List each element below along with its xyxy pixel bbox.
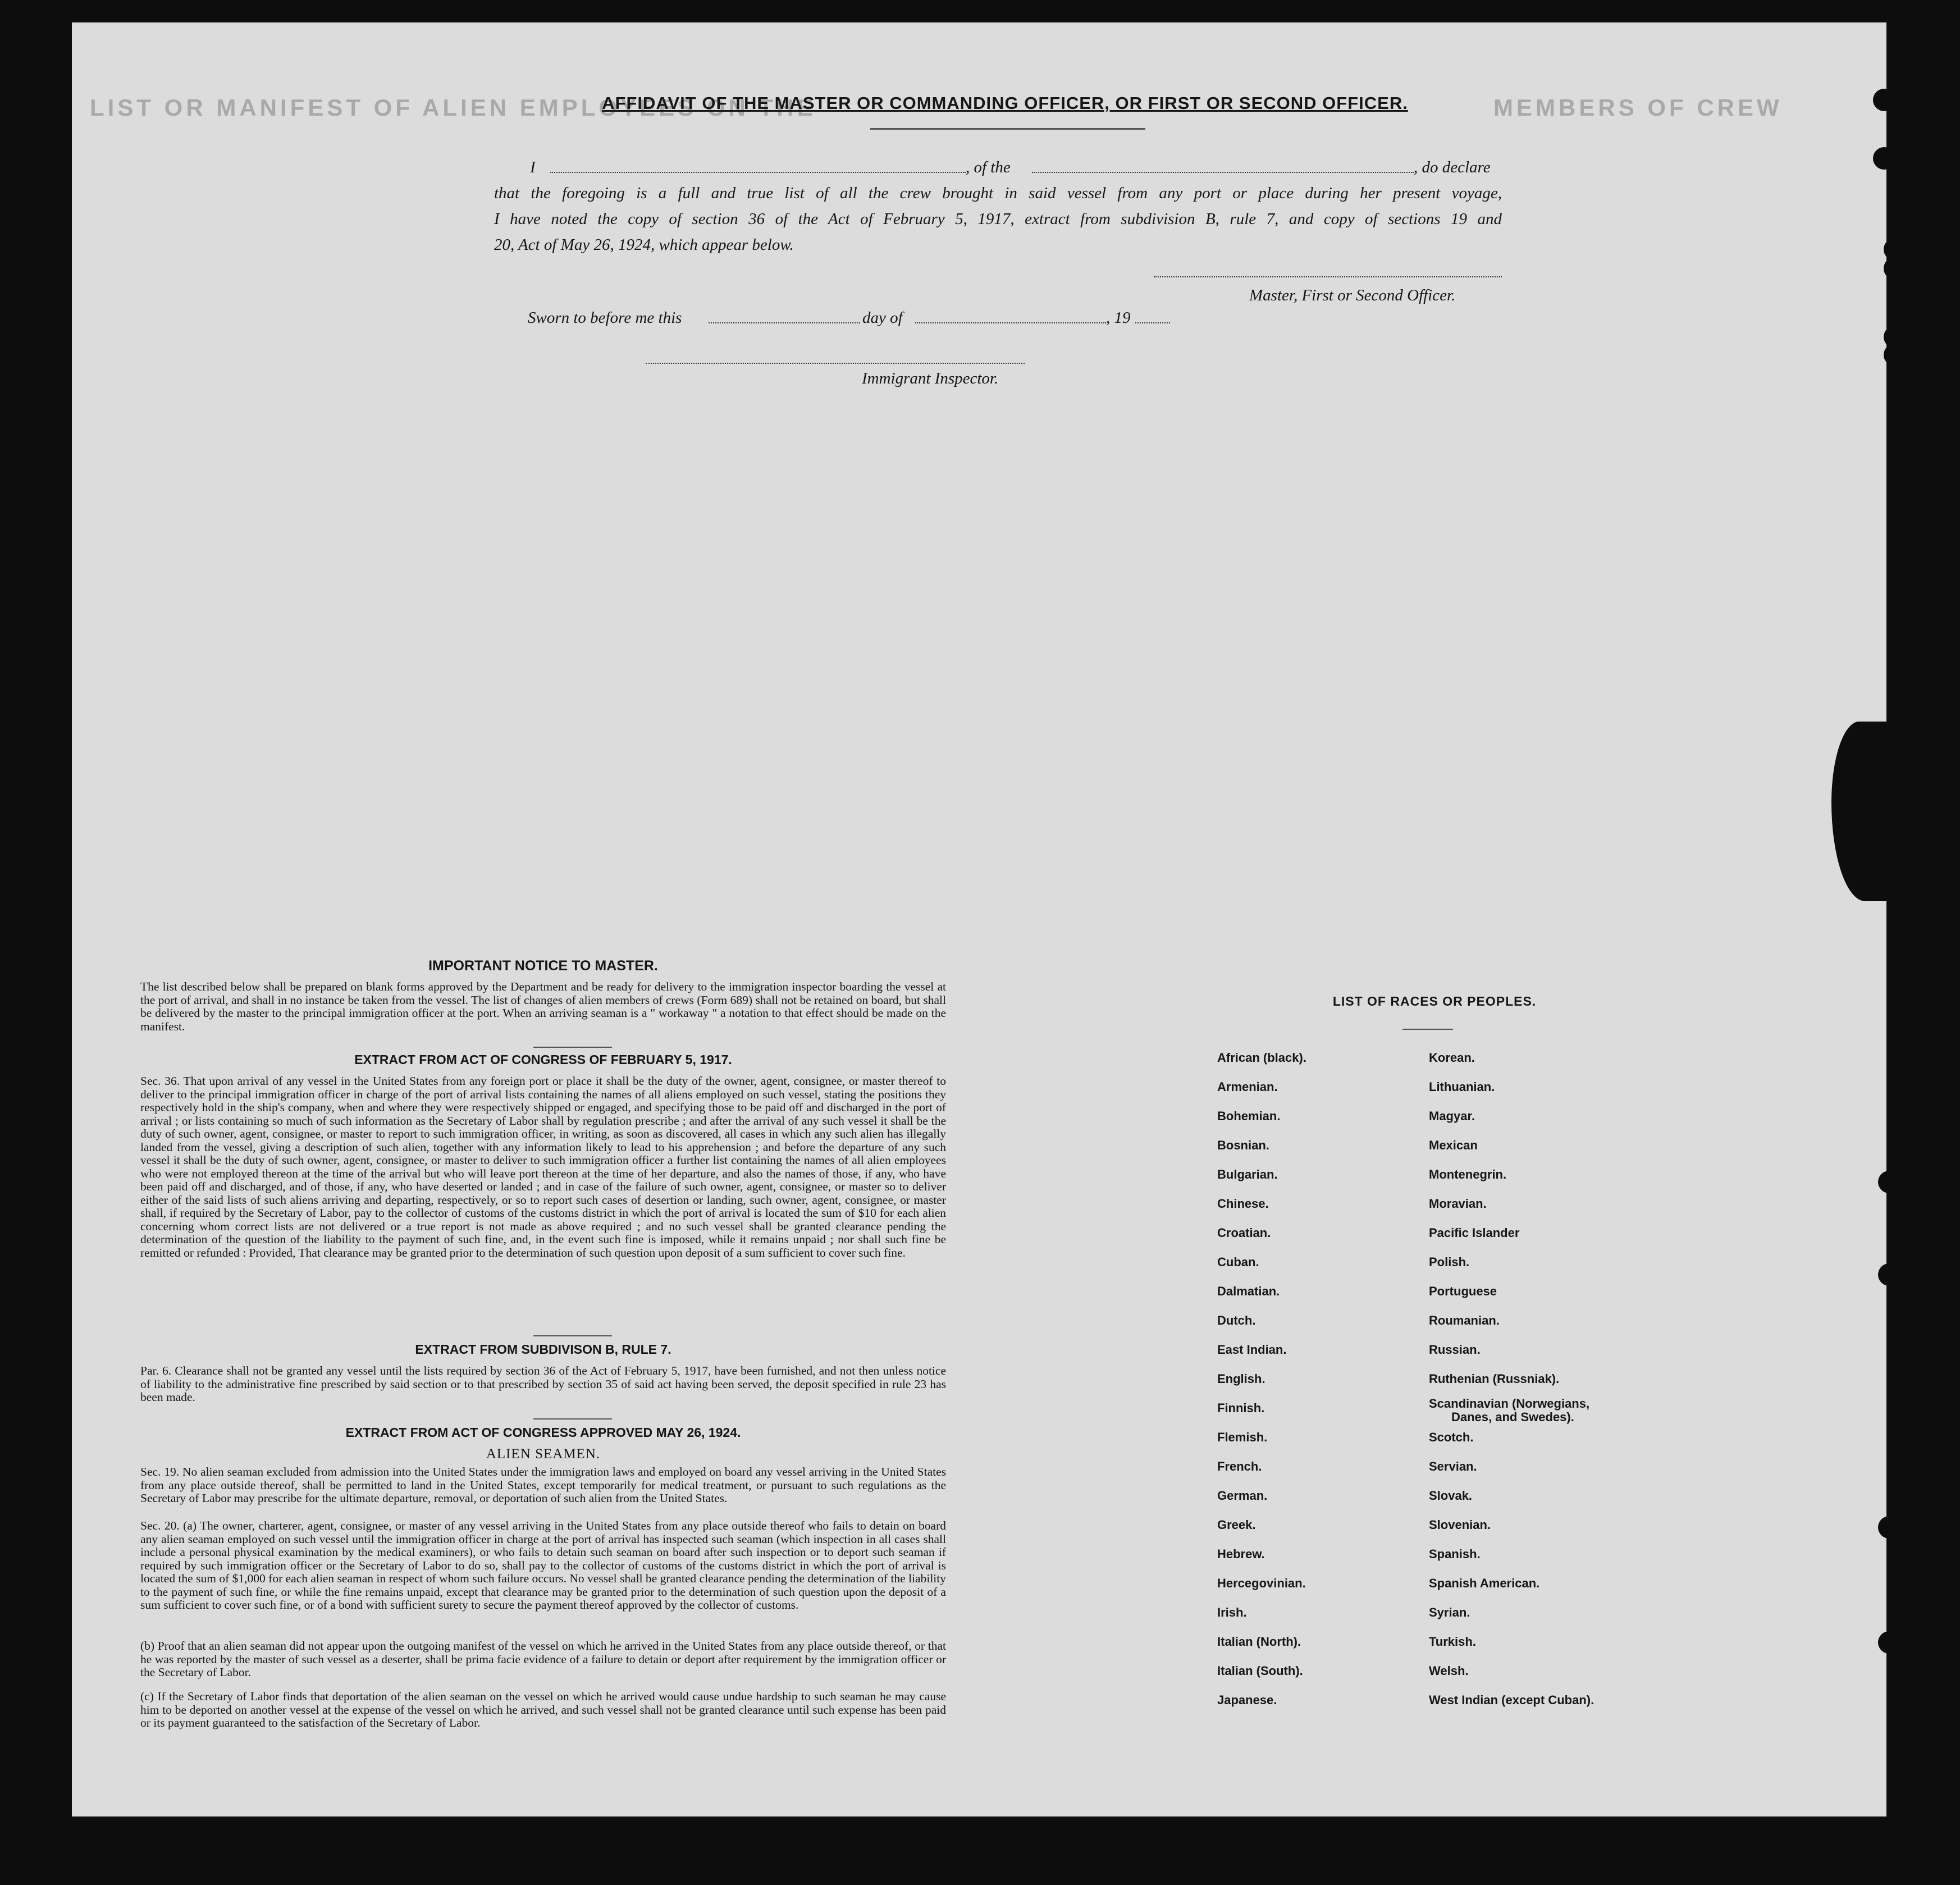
affidavit-line-4: 20, Act of May 26, 1924, which appear below. <box>494 236 794 254</box>
race-left-item: German. <box>1217 1489 1268 1503</box>
race-left-item: French. <box>1217 1459 1262 1473</box>
race-right-item: Turkish. <box>1429 1635 1476 1649</box>
title-rule <box>870 128 1145 130</box>
affidavit-title: AFFIDAVIT OF THE MASTER OR COMMANDING OFFICER, OR FIRST OR SECOND OFFICER. <box>602 93 1408 113</box>
race-left-item: Armenian. <box>1217 1080 1278 1094</box>
race-right-item: Mexican <box>1429 1138 1478 1152</box>
race-right-item: Portuguese <box>1429 1284 1497 1298</box>
sec20a-body: Sec. 20. (a) The owner, charterer, agent, consignee, or master of any vessel arriving in the United States from any place outside thereof who fails to detain on board any alien seaman employed on such vessel until the immigration officer in charge at the port of arrival has inspected such seaman (which inspection in all cases shall include a personal physical examination by the medical examiners), or who fails to detain such seaman on board after such inspection or to deport such seaman if required by such immigration officer or the Secretary of Labor to do so, shall pay to the collector of customs of the customs district in which the port of arrival is located the sum of $1,000 for each alien seaman in respect of whom such failure occurs. No vessel shall be granted clearance pending the determination of the liability to the payment of such fine, or while the fine remains unpaid, except that clearance may be granted prior to the determination of such question upon the deposit of a sum sufficient to cover such fine, or of a bond with sufficient surety to secure the payment thereof approved by the collector of customs. <box>140 1519 946 1612</box>
master-name-field[interactable] <box>550 172 966 173</box>
race-right-item: Russian. <box>1429 1343 1481 1357</box>
alien-seamen-subtitle: ALIEN SEAMEN. <box>486 1446 601 1462</box>
inspector-label: Immigrant Inspector. <box>862 369 999 387</box>
sworn-month-field[interactable] <box>915 322 1106 323</box>
divider <box>1402 1029 1453 1030</box>
race-left-item: Flemish. <box>1217 1430 1268 1444</box>
vessel-name-field[interactable] <box>1032 172 1414 173</box>
race-right-item: Ruthenian (Russniak). <box>1429 1372 1560 1386</box>
master-signature-field[interactable] <box>1154 276 1502 277</box>
race-right-item: Spanish American. <box>1429 1576 1540 1590</box>
divider <box>533 1047 612 1048</box>
race-left-item: Croatian. <box>1217 1226 1271 1240</box>
race-left-item: Hercegovinian. <box>1217 1576 1306 1590</box>
race-left-item: Bulgarian. <box>1217 1167 1278 1181</box>
race-left-item: Chinese. <box>1217 1197 1269 1211</box>
race-left-item: Finnish. <box>1217 1401 1265 1415</box>
race-left-item: English. <box>1217 1372 1265 1386</box>
divider <box>533 1335 612 1336</box>
race-right-item: Magyar. <box>1429 1109 1475 1123</box>
race-left-item: Bosnian. <box>1217 1138 1269 1152</box>
race-right-item: West Indian (except Cuban). <box>1429 1693 1595 1707</box>
race-right-item: Montenegrin. <box>1429 1167 1507 1181</box>
race-right-item: Polish. <box>1429 1255 1470 1269</box>
race-left-item: Cuban. <box>1217 1255 1259 1269</box>
bleed-through-right: MEMBERS OF CREW <box>1493 94 1783 121</box>
divider <box>533 1418 612 1420</box>
race-right-item: Pacific Islander <box>1429 1226 1520 1240</box>
race-left-item: Dalmatian. <box>1217 1284 1280 1298</box>
sworn-year-field[interactable] <box>1135 322 1170 323</box>
race-left-item: Italian (South). <box>1217 1664 1303 1678</box>
affidavit-line-3: I have noted the copy of section 36 of the Act of February 5, 1917, extract from subdivision B, rule 7, and copy of sections 19 and <box>494 210 1502 228</box>
race-right-item: Welsh. <box>1429 1664 1469 1678</box>
race-left-item: Dutch. <box>1217 1313 1256 1327</box>
sworn-year: , 19 <box>1106 309 1131 327</box>
notice-body: The list described below shall be prepared on blank forms approved by the Department and be ready for delivery to the immigration inspector boarding the vessel at the port of arrival, and shall in no instance be taken from the vessel. The list of changes of alien members of crews (Form 689) shall not be retained on board, but shall be delivered by the master to the principal immigration officer at the port. When an arriving seaman is a " workaway " a notation to that effect should be made on the manifest. <box>140 980 946 1033</box>
race-right-item: Lithuanian. <box>1429 1080 1495 1094</box>
race-right-item: Spanish. <box>1429 1547 1481 1561</box>
do-declare-label: , do declare <box>1414 158 1491 176</box>
race-right-item: Scandinavian (Norwegians, <box>1429 1396 1590 1411</box>
affidavit-i: I <box>530 158 536 176</box>
extract-1917-body: Sec. 36. That upon arrival of any vessel in the United States from any foreign port or place it shall be the duty of the owner, agent, consignee, or master thereof to deliver to the principal immigration officer in charge of the port of arrival lists containing the names of all aliens employed on such vessel, stating the positions they respectively hold in the ship's company, when and where they were respectively shipped or engaged, and specifying those to be paid off and discharged in the port of arrival ; or lists containing so much of such information as the Secretary of Labor shall by regulation prescribe ; and after the arrival of any such vessel it shall be the duty of such owner, agent, consignee, or master to report to such immigration officer, in writing, as soon as discovered, all cases in which any such alien has illegally landed from the vessel, giving a description of such alien, together with any information likely to lead to his apprehension ; and before the departure of any such vessel it shall be the duty of such owner, agent, consignee, or master to deliver to such immigration officer a further list containing the names of all alien employees who were not employed thereon at the time of the arrival but who will leave port thereon at the time of her departure, and also the names of those, if any, who have been paid off and discharged, and of those, if any, who have deserted or landed ; and in case of the failure of such owner, agent, consignee, or master so to deliver either of the said lists of such aliens arriving and departing, respectively, or so to report such cases of desertion or landing, such owner, agent, consignee, or master shall, if required by the Secretary of Labor, pay to the collector of customs of the customs district in which the port of arrival is located the sum of $10 for each alien concerning whom correct lists are not delivered or a true report is not made as above required ; and no such vessel shall be granted clearance pending the determination of the question of the liability to the payment of such fine, and, in the event such fine is imposed, while it remains unpaid ; nor shall such fine be remitted or refunded : Provided, That clearance may be granted prior to the determination of such question upon deposit of a sum sufficient to cover such fine. <box>140 1074 946 1259</box>
race-left-item: East Indian. <box>1217 1343 1287 1357</box>
race-left-item: Italian (North). <box>1217 1635 1301 1649</box>
races-title: LIST OF RACES OR PEOPLES. <box>1332 994 1537 1008</box>
master-signature-label: Master, First or Second Officer. <box>1249 286 1456 304</box>
race-left-item: Greek. <box>1217 1518 1256 1532</box>
race-left-item: Bohemian. <box>1217 1109 1281 1123</box>
extract-1924-title: EXTRACT FROM ACT OF CONGRESS APPROVED MAY 26, 1924. <box>345 1425 741 1440</box>
sworn-day-of: day of <box>862 309 903 327</box>
race-right-item: Korean. <box>1429 1051 1475 1065</box>
sworn-prefix: Sworn to before me this <box>528 309 682 327</box>
race-right-item: Scotch. <box>1429 1430 1474 1444</box>
sworn-day-field[interactable] <box>709 322 860 323</box>
race-left-item: Irish. <box>1217 1605 1247 1619</box>
rule7-title: EXTRACT FROM SUBDIVISON B, RULE 7. <box>415 1342 671 1357</box>
race-right-item: Slovak. <box>1429 1489 1473 1503</box>
race-right-item: Roumanian. <box>1429 1313 1500 1327</box>
race-left-item: Hebrew. <box>1217 1547 1265 1561</box>
sec20c-body: (c) If the Secretary of Labor finds that deportation of the alien seaman on the vessel on which he arrived would cause undue hardship to such seaman he may cause him to be deported on another vessel at the expense of the vessel on which he arrived, and such vessel shall not be granted clearance until such expense has been paid or its payment guaranteed to the satisfaction of the Secretary of Labor. <box>140 1690 946 1729</box>
race-left-item: African (black). <box>1217 1051 1306 1065</box>
sec20b-body: (b) Proof that an alien seaman did not appear upon the outgoing manifest of the vessel on which he arrived in the United States from any place outside thereof, or that he was reported by the master of such vessel as a deserter, shall be prima facie evidence of a failure to detain or deport after requirement by the immigration officer or the Secretary of Labor. <box>140 1639 946 1679</box>
bleed-through-left: LIST OR MANIFEST OF ALIEN EMPLOYEES ON THE <box>90 94 816 121</box>
race-left-item: Japanese. <box>1217 1693 1277 1707</box>
affidavit-line-2: that the foregoing is a full and true list of all the crew brought in said vessel from any port or place during her present voyage, <box>494 184 1502 202</box>
rule7-body: Par. 6. Clearance shall not be granted any vessel until the lists required by section 36 of the Act of February 5, 1917, have been furnished, and not then unless notice of liability to the administrative fine prescribed by said section or to that prescribed by section 35 of said act having been served, the deposit specified in rule 23 has been made. <box>140 1364 946 1404</box>
race-right-item: Slovenian. <box>1429 1518 1491 1532</box>
extract-1917-title: EXTRACT FROM ACT OF CONGRESS OF FEBRUARY 5, 1917. <box>354 1052 732 1067</box>
race-right-item: Syrian. <box>1429 1605 1470 1619</box>
of-the-label: , of the <box>966 158 1011 176</box>
race-right-item: Moravian. <box>1429 1197 1487 1211</box>
notice-title: IMPORTANT NOTICE TO MASTER. <box>428 958 658 974</box>
race-right-item: Danes, and Swedes). <box>1451 1410 1574 1424</box>
sec19-body: Sec. 19. No alien seaman excluded from admission into the United States under the immigration laws and employed on board any vessel arriving in the United States from any place outside thereof, shall be permitted to land in the United States, except temporarily for medical treatment, or pursuant to such regulations as the Secretary of Labor may prescribe for the ultimate departure, removal, or deportation of such alien from the United States. <box>140 1465 946 1505</box>
inspector-signature-field[interactable] <box>646 363 1025 364</box>
race-right-item: Servian. <box>1429 1459 1477 1473</box>
